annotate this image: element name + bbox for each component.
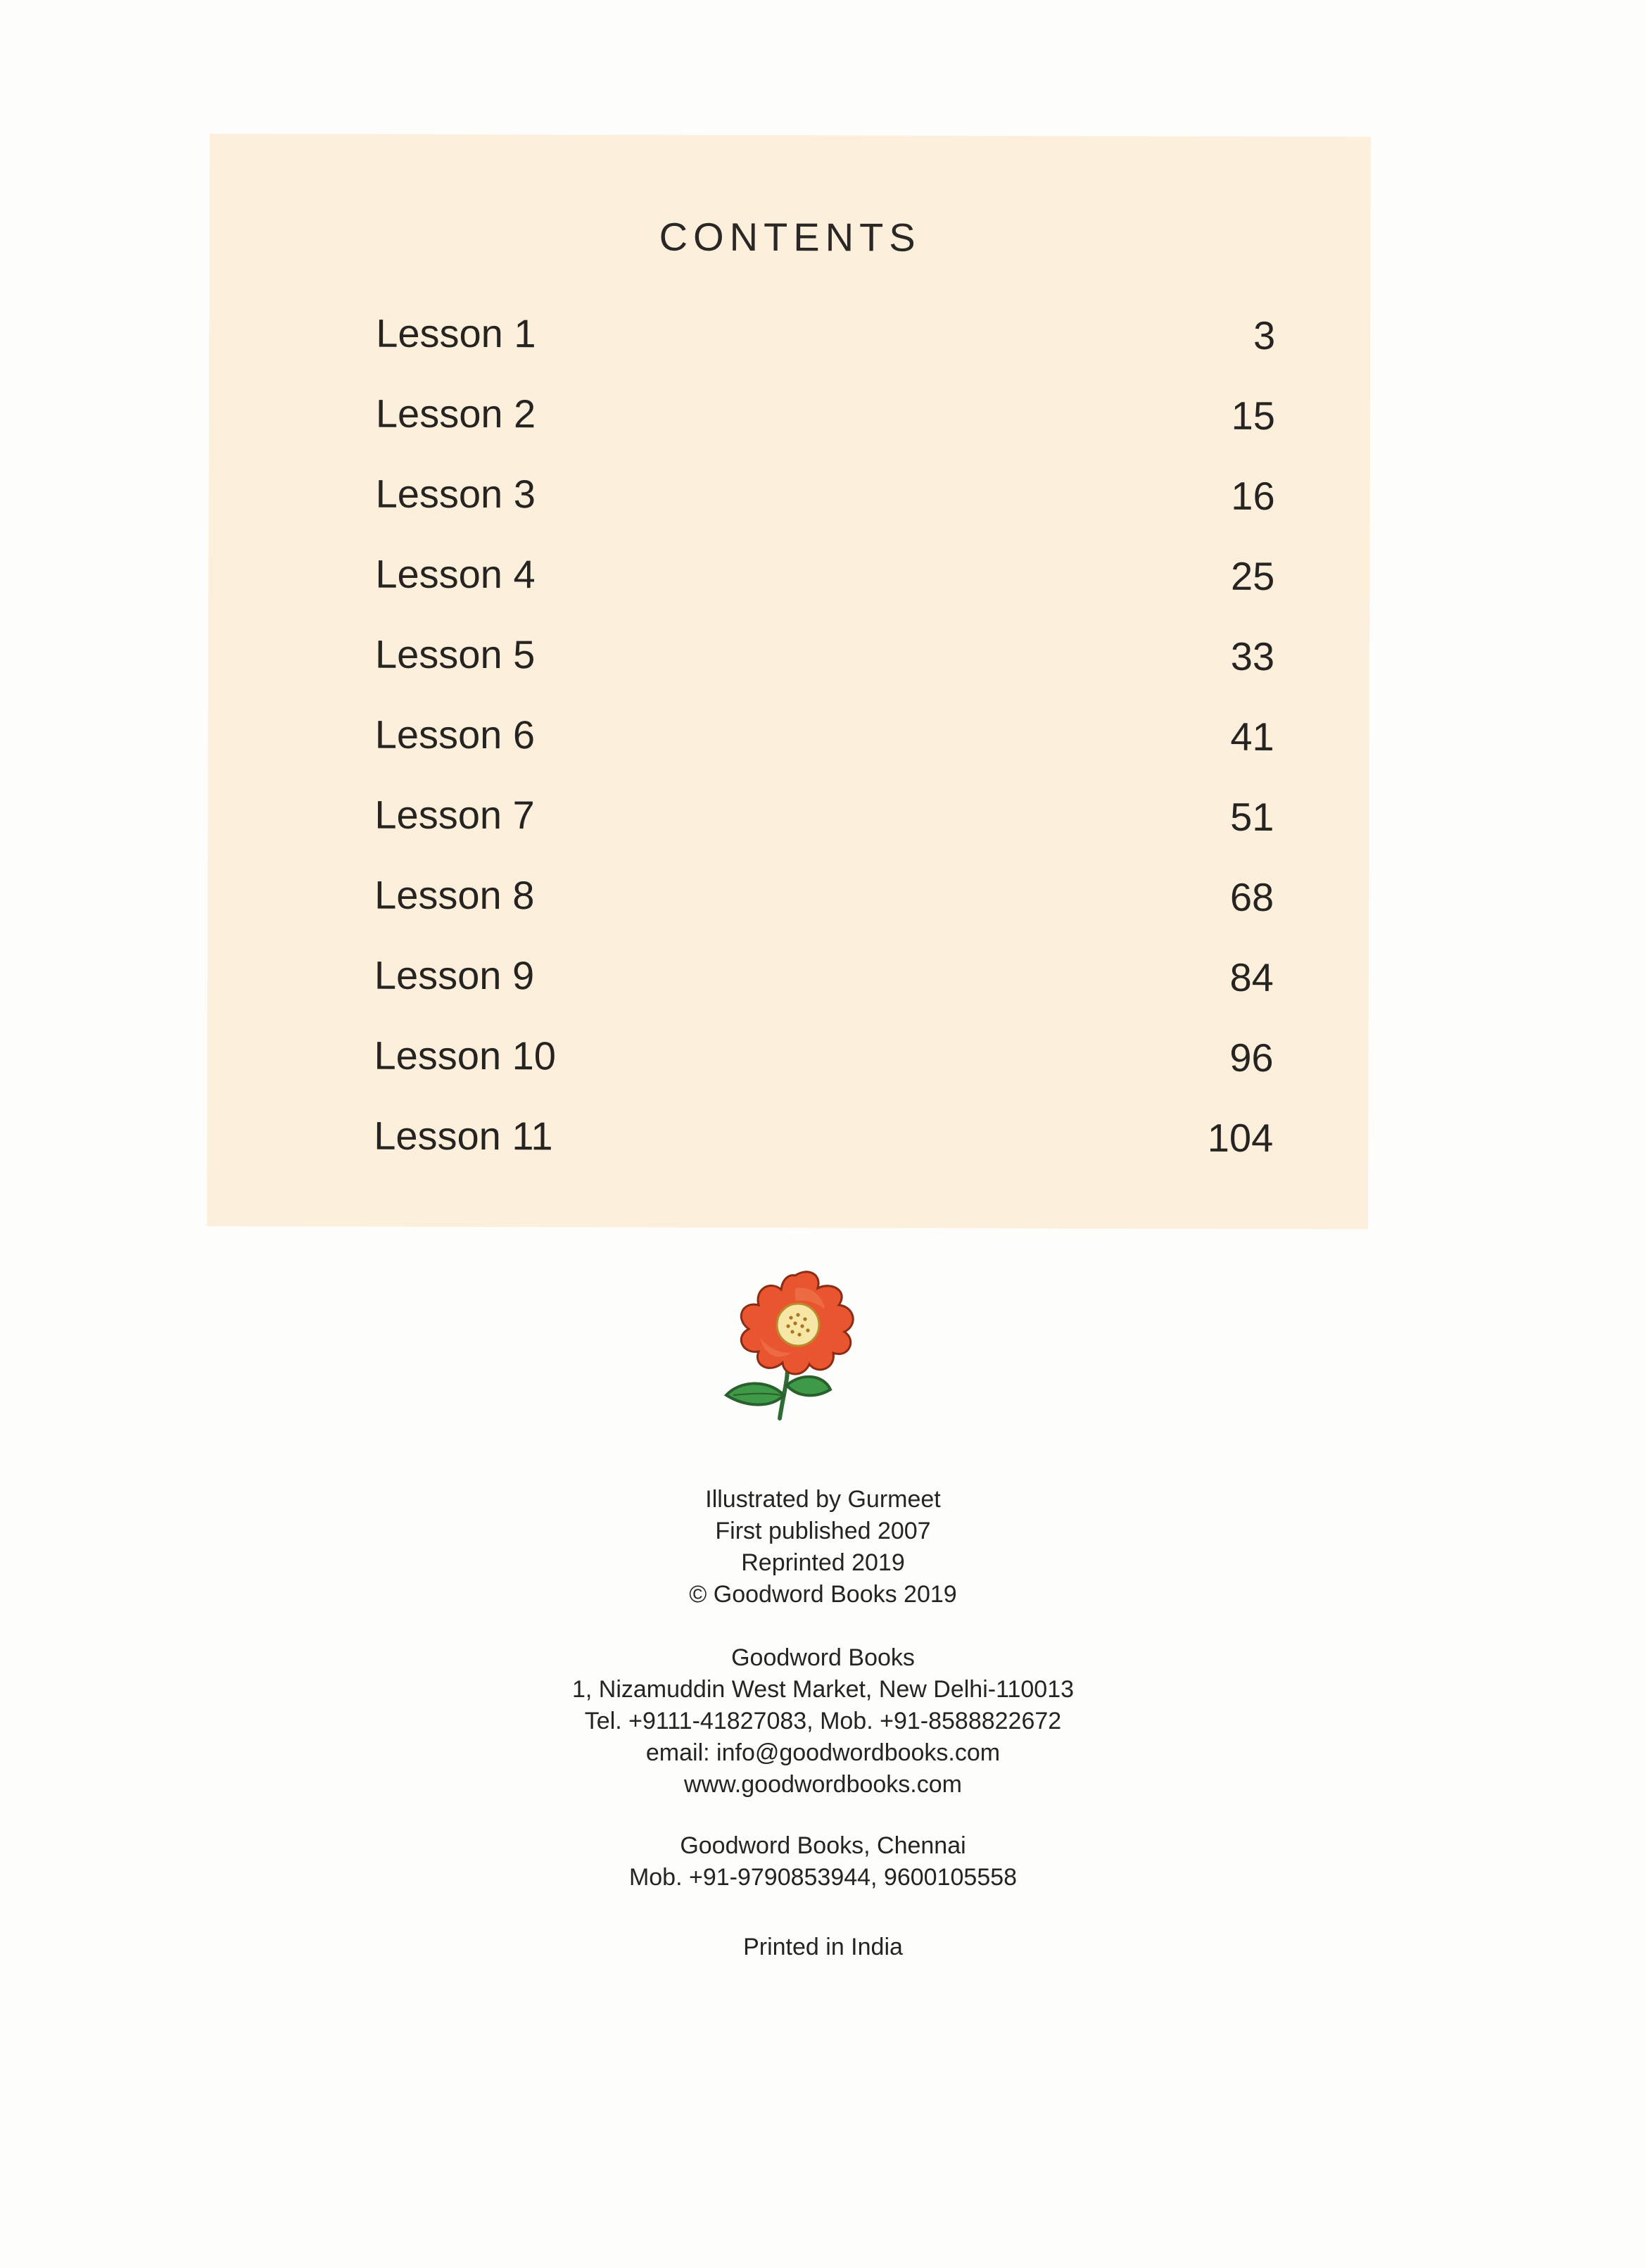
publisher-phone: Tel. +9111-41827083, Mob. +91-8588822672 [584, 1708, 1062, 1734]
toc-entry-page: 16 [1231, 473, 1275, 518]
toc-entry-page: 33 [1230, 634, 1275, 679]
toc-entry-page: 15 [1231, 393, 1276, 438]
branch-phone: Mob. +91-9790853944, 9600105558 [628, 1864, 1018, 1891]
flower-icon [711, 1260, 880, 1429]
printed-note [0, 1932, 1646, 1963]
credits-block [0, 1484, 1646, 1611]
toc-entry-page: 41 [1230, 714, 1274, 759]
publisher-email[interactable]: email: info@goodwordbooks.com [645, 1739, 1001, 1766]
toc-entry-page: 3 [1253, 313, 1276, 358]
toc-entry-label: Lesson 3 [375, 471, 536, 517]
toc-entry-page: 25 [1230, 553, 1275, 598]
contents-panel [207, 134, 1371, 1229]
toc-entry[interactable] [376, 310, 1275, 369]
toc-entry-label: Lesson 10 [374, 1033, 557, 1078]
toc-entry[interactable] [375, 712, 1274, 770]
branch-block [0, 1830, 1646, 1894]
toc-entry[interactable] [375, 631, 1274, 690]
toc-entry[interactable] [374, 872, 1274, 931]
toc-entry-label: Lesson 1 [376, 310, 536, 356]
printed-in-line: Printed in India [743, 1934, 903, 1960]
toc-entry[interactable] [374, 1113, 1273, 1171]
credit-line: First published 2007 [715, 1518, 931, 1544]
toc-entry-label: Lesson 11 [374, 1113, 553, 1159]
toc-entry-page: 51 [1230, 794, 1274, 839]
publisher-name: Goodword Books [731, 1644, 915, 1671]
toc-entry[interactable] [376, 471, 1275, 529]
toc-entry[interactable] [374, 952, 1274, 1011]
toc-entry-page: 104 [1207, 1115, 1274, 1160]
toc-entry[interactable] [374, 1033, 1273, 1091]
publisher-website[interactable]: www.goodwordbooks.com [684, 1771, 962, 1798]
toc-entry-page: 84 [1229, 955, 1274, 1000]
publisher-block [0, 1642, 1646, 1801]
toc-entry-page: 96 [1229, 1035, 1274, 1080]
toc-entry-label: Lesson 6 [374, 712, 536, 757]
credit-line: Illustrated by Gurmeet [705, 1486, 941, 1513]
toc-entry[interactable] [374, 792, 1274, 850]
toc-entry-label: Lesson 4 [375, 551, 536, 597]
toc-entry[interactable] [375, 551, 1274, 610]
toc-entry-label: Lesson 9 [374, 952, 535, 998]
copyright-line: © Goodword Books 2019 [689, 1581, 957, 1608]
contents-title: CONTENTS [659, 214, 921, 260]
publisher-address: 1, Nizamuddin West Market, New Delhi-110013 [571, 1676, 1075, 1703]
toc-entry-label: Lesson 5 [374, 631, 536, 677]
credit-line: Reprinted 2019 [741, 1549, 905, 1576]
toc-entry[interactable] [376, 391, 1275, 449]
toc-entry-label: Lesson 2 [375, 391, 536, 436]
branch-name: Goodword Books, Chennai [680, 1832, 966, 1859]
toc-entry-label: Lesson 8 [374, 872, 535, 918]
toc-entry-page: 68 [1229, 874, 1274, 919]
toc-entry-label: Lesson 7 [374, 792, 535, 838]
